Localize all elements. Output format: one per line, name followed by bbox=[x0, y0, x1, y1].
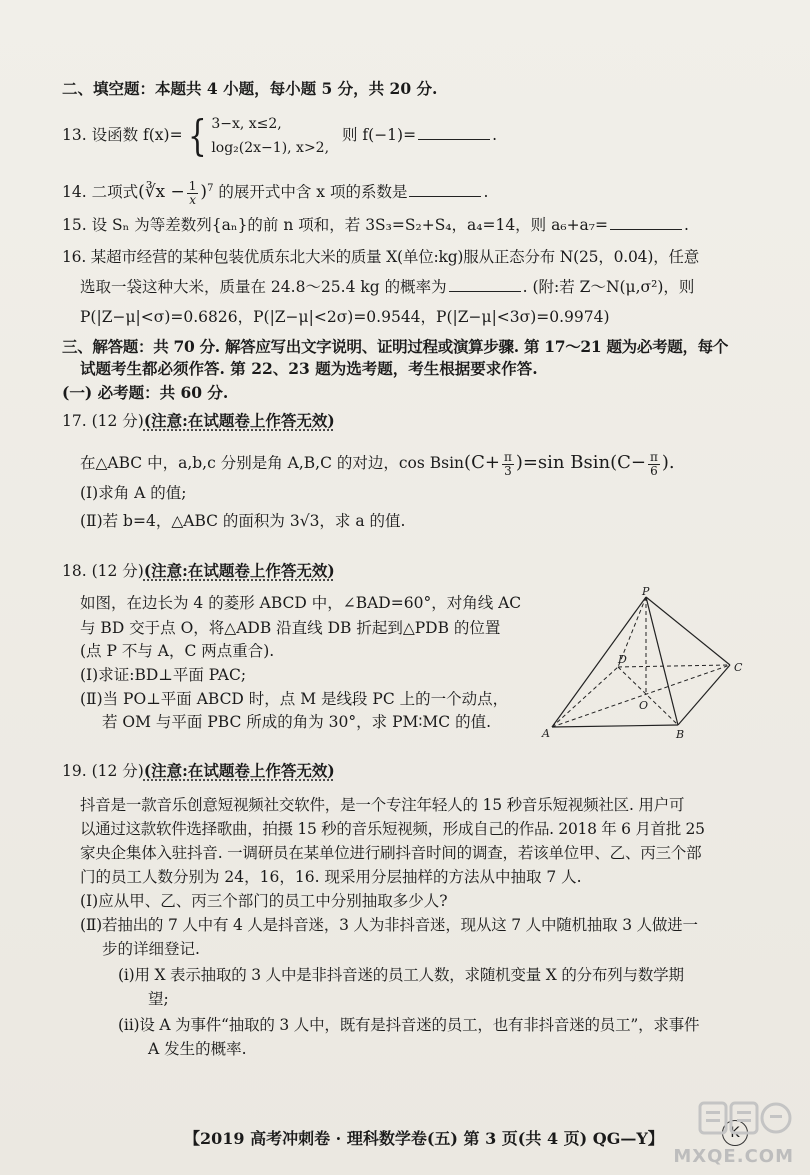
q19-line4: 门的员工人数分别为 24，16，16. 现采用分层抽样的方法从中抽取 7 人. bbox=[80, 868, 582, 886]
q14-answer-blank bbox=[409, 182, 481, 197]
edge-DB-hidden bbox=[618, 667, 678, 725]
q15-text: 15. 设 Sₙ 为等差数列{aₙ}的前 n 项和，若 3S₃=S₂+S₄，a₄=14，则 a₆+a₇= bbox=[62, 216, 608, 234]
q19-sub2a: (ⅱ)设 A 为事件“抽取的 3 人中，既有是抖音迷的员工，也有非抖音迷的员工”，求事件 bbox=[118, 1016, 700, 1034]
section-heading-answer-line2: 试题考生都必须作答. 第 22、23 题为选考题，考生根据要求作答. bbox=[80, 359, 538, 378]
q15-answer-blank bbox=[610, 215, 682, 230]
q18-part1: (Ⅰ)求证:BD⊥平面 PAC; bbox=[80, 666, 247, 684]
q17-stem: 在△ABC 中，a,b,c 分别是角 A,B,C 的对边，cos Bsin(C+ $\frac{\pi}{3}$ )=sin Bsin(C− $\frac{\pi}{6}$ ). bbox=[80, 449, 675, 478]
q13-end: . bbox=[492, 126, 498, 144]
page-footer: 【2019 高考冲刺卷 · 理科数学卷(五) 第 3 页(共 4 页) QG—Y】 bbox=[184, 1129, 664, 1148]
q16-line2: 选取一袋这种大米，质量在 24.8～25.4 kg 的概率为 . (附:若 Z～N(μ,σ²)，则 bbox=[80, 278, 695, 296]
q19-sub1a: (ⅰ)用 X 表示抽取的 3 人中是非抖音迷的员工人数，求随机变量 X 的分布列与数学期 bbox=[118, 966, 684, 984]
section-heading-fill-blank: 二、填空题：本题共 4 小题，每小题 5 分，共 20 分. bbox=[62, 79, 438, 98]
brace-symbol: { bbox=[187, 111, 207, 160]
edge-PA bbox=[552, 597, 649, 727]
section-part-required: (一) 必考题：共 60 分. bbox=[62, 383, 229, 402]
q19-part2a: (Ⅱ)若抽出的 7 人中有 4 人是抖音迷，3 人为非抖音迷，现从这 7 人中随机抽取 3 人做进一 bbox=[80, 916, 698, 934]
q18-line2: 与 BD 交于点 O，将△ADB 沿直线 DB 折起到△PDB 的位置 bbox=[80, 619, 501, 637]
watermark-logo-icon bbox=[696, 1095, 792, 1141]
q14-prefix: 14. 二项式 bbox=[62, 183, 139, 202]
watermark-logo bbox=[696, 1095, 792, 1141]
k-circle-mark: K bbox=[722, 1120, 748, 1146]
q13-case1: 3−x, x≤2, bbox=[211, 116, 282, 132]
q13-case2: log₂(2x−1), x>2, bbox=[211, 140, 330, 156]
label-B: B bbox=[676, 728, 685, 741]
q19-line3: 家央企集体入驻抖音. 一调研员在某单位进行刷抖音时间的调查，若该单位甲、乙、丙三个部 bbox=[80, 844, 702, 862]
q19-part2b: 步的详细登记. bbox=[102, 940, 200, 958]
q18-line3: (点 P 不与 A，C 两点重合). bbox=[80, 642, 275, 660]
q14-expr-right: ) bbox=[200, 182, 208, 203]
edge-AB bbox=[552, 725, 678, 727]
label-P: P bbox=[642, 585, 650, 598]
q14-fraction: $\frac{1}{x}$ bbox=[188, 178, 197, 207]
label-O: O bbox=[639, 699, 649, 712]
q13-suffix: 则 f(−1)= bbox=[341, 126, 417, 144]
q18-part2b: 若 OM 与平面 PBC 所成的角为 30°，求 PM∶MC 的值. bbox=[102, 713, 491, 731]
q17-part1: (Ⅰ)求角 A 的值; bbox=[80, 484, 187, 502]
edge-BC bbox=[678, 665, 730, 725]
q19-sub1b: 望; bbox=[148, 990, 169, 1008]
q18-line1: 如图，在边长为 4 的菱形 ABCD 中，∠BAD=60°，对角线 AC bbox=[80, 594, 522, 612]
q19-notice: (注意:在试题卷上作答无效) bbox=[143, 761, 335, 780]
edge-AD-hidden bbox=[552, 667, 618, 727]
q13-answer-blank bbox=[418, 125, 490, 140]
q19-part1: (Ⅰ)应从甲、乙、丙三个部门的员工中分别抽取多少人? bbox=[80, 892, 448, 910]
q19-line1: 抖音是一款音乐创意短视频社交软件，是一个专注年轻人的 15 秒音乐短视频社区. 用户可 bbox=[80, 796, 685, 814]
q18-header: 18. (12 分)(注意:在试题卷上作答无效) bbox=[62, 561, 335, 580]
q19-line2: 以通过这款软件选择歌曲，拍摄 15 秒的音乐短视频，形成自己的作品. 2018 年 6 月首批 25 bbox=[80, 820, 705, 838]
q17-notice: (注意:在试题卷上作答无效) bbox=[143, 411, 335, 430]
q13-prefix: 13. 设函数 f(x)= bbox=[62, 126, 183, 144]
section-heading-answer: 三、解答题：共 70 分. 解答应写出文字说明、证明过程或演算步骤. 第 17～21 题为必考题，每个 bbox=[62, 337, 729, 356]
label-D: D bbox=[618, 653, 627, 666]
q14-end: . bbox=[483, 183, 489, 202]
watermark-url: MXQE.COM bbox=[673, 1146, 794, 1167]
q17-part2: (Ⅱ)若 b=4，△ABC 的面积为 3√3，求 a 的值. bbox=[80, 512, 406, 530]
q14-expr-left: (∛x − bbox=[138, 182, 185, 203]
question-15 bbox=[62, 214, 689, 236]
q19-header: 19. (12 分)(注意:在试题卷上作答无效) bbox=[62, 761, 335, 780]
q16-answer-blank bbox=[449, 277, 521, 292]
q18-pyramid-figure bbox=[538, 585, 758, 745]
label-C: C bbox=[734, 661, 743, 674]
question-13 bbox=[62, 110, 497, 160]
q16-line1: 16. 某超市经营的某种包装优质东北大米的质量 X(单位:kg)服从正态分布 N(25，0.04)，任意 bbox=[62, 248, 700, 266]
edge-PB bbox=[646, 597, 678, 725]
label-A: A bbox=[542, 727, 550, 740]
q17-header: 17. (12 分)(注意:在试题卷上作答无效) bbox=[62, 411, 335, 430]
q16-line3: P(|Z−μ|<σ)=0.6826，P(|Z−μ|<2σ)=0.9544，P(|Z−μ|<3σ)=0.9974) bbox=[80, 308, 610, 326]
edge-PC bbox=[646, 597, 730, 665]
q14-suffix: 的展开式中含 x 项的系数是 bbox=[218, 183, 408, 202]
q13-piecewise bbox=[183, 112, 329, 160]
q19-sub2b: A 发生的概率. bbox=[148, 1040, 247, 1058]
edge-DC-hidden bbox=[618, 665, 730, 667]
q14-power: 7 bbox=[207, 183, 214, 194]
q18-notice: (注意:在试题卷上作答无效) bbox=[143, 561, 335, 580]
q18-part2a: (Ⅱ)当 PO⊥平面 ABCD 时，点 M 是线段 PC 上的一个动点， bbox=[80, 690, 509, 708]
q15-end: . bbox=[684, 216, 689, 234]
question-14 bbox=[62, 174, 488, 207]
